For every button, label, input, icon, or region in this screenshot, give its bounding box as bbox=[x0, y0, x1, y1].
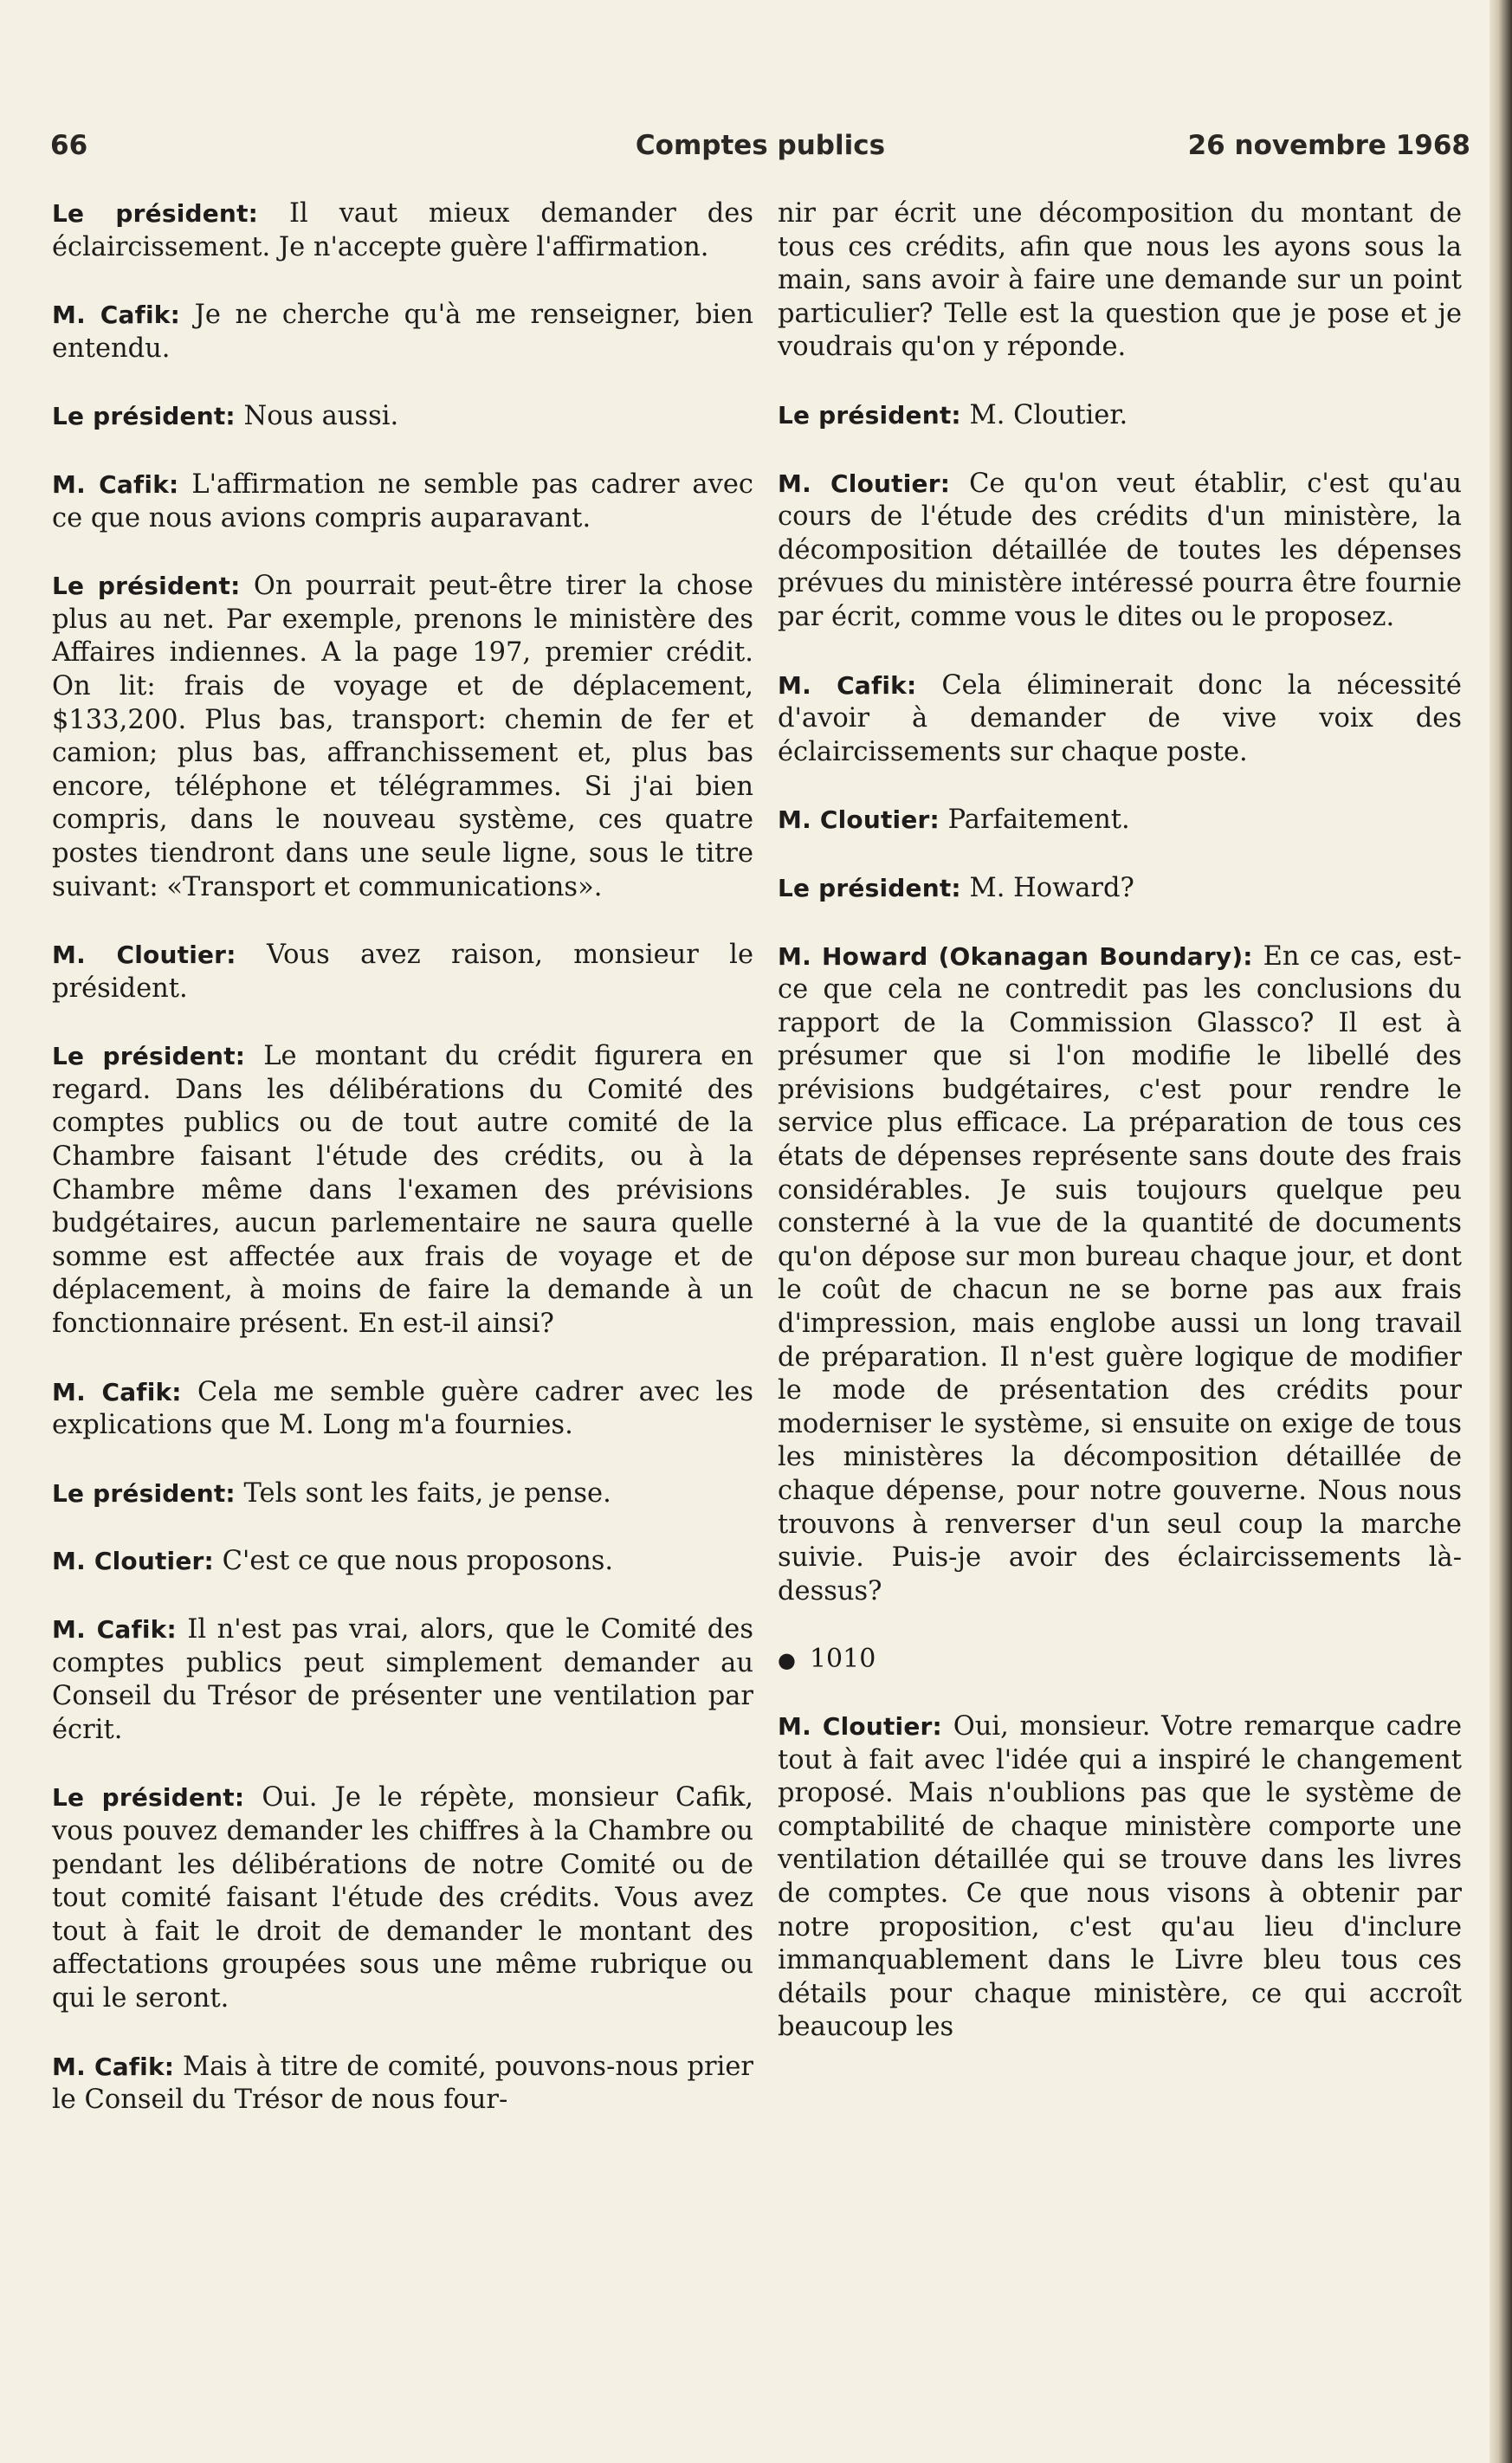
speech-text: Il n'est pas vrai, alors, que le Comité des comptes publics peut simplement demander au Conseil du Trésor de présenter une ventilation par écrit. bbox=[52, 1614, 753, 1745]
speaker-name: Le président: bbox=[778, 400, 961, 430]
page-date: 26 novembre 1968 bbox=[1187, 130, 1470, 161]
speech-text: On pourrait peut-être tirer la chose plus au net. Par exemple, prenons le ministère des Affaires indiennes. A la page 197, premier crédit. On lit: frais de voyage et de déplacement, $133,200. Plus bas, transport: chemin de fer et camion; plus bas, affranchissement et, plus bas encore, téléphone et télégrammes. Si j'ai bien compris, dans le nouveau système, ces quatre postes tiendront dans une seule ligne, sous le titre suivant: «Transport et communications». bbox=[52, 571, 753, 902]
speech-text: M. Howard? bbox=[969, 872, 1134, 903]
speaker-name: M. Cafik: bbox=[778, 670, 917, 700]
speech-text: Tels sont les faits, je pense. bbox=[243, 1477, 611, 1509]
paragraph bbox=[52, 197, 753, 264]
speech-text: M. Cloutier. bbox=[969, 399, 1128, 430]
paragraph bbox=[778, 872, 1462, 906]
speech-text: C'est ce que nous proposons. bbox=[222, 1546, 614, 1577]
paragraph bbox=[52, 469, 753, 535]
bullet-icon: ● bbox=[778, 1648, 796, 1673]
paragraph bbox=[778, 941, 1462, 1609]
speech-text: Vous avez raison, monsieur le président. bbox=[52, 940, 753, 1004]
speaker-name: Le président: bbox=[52, 402, 236, 431]
paragraph bbox=[778, 1710, 1462, 2045]
speaker-name: M. Cafik: bbox=[52, 1377, 182, 1406]
speech-text: Mais à titre de comité, pouvons-nous prier le Conseil du Trésor de nous four- bbox=[52, 2051, 753, 2116]
speech-text: Il vaut mieux demander des éclaircissement. Je n'accepte guère l'affirmation. bbox=[52, 198, 754, 262]
paragraph bbox=[52, 1781, 753, 2015]
speaker-name: M. Howard (Okanagan Boundary): bbox=[778, 941, 1253, 971]
speech-text: Ce qu'on veut établir, c'est qu'au cours de l'étude des crédits d'un ministère, la décomposition détaillée de toutes les dépenses prévues du ministère intéressé pourra être fournie par écrit, comme vous le dites ou le proposez. bbox=[778, 468, 1462, 632]
speech-text: nir par écrit une décomposition du montant de tous ces crédits, afin que nous les ayons sous la main, sans avoir à faire une demande sur un point particulier? Telle est la question que je pose et je voudrais qu'on y réponde. bbox=[778, 198, 1462, 363]
page-edge-shadow bbox=[1489, 0, 1512, 2463]
left-column bbox=[52, 197, 753, 2152]
page-header bbox=[50, 130, 1470, 173]
paragraph bbox=[52, 1477, 753, 1511]
speaker-name: M. Cloutier: bbox=[52, 941, 236, 970]
running-title: Comptes publics bbox=[635, 130, 886, 161]
speaker-name: M. Cafik: bbox=[52, 1615, 177, 1644]
paragraph bbox=[52, 2051, 753, 2117]
speaker-name: M. Cloutier: bbox=[778, 805, 940, 835]
time-marker-label: 1010 bbox=[809, 1644, 876, 1675]
paragraph bbox=[52, 299, 753, 365]
paragraph bbox=[778, 399, 1462, 433]
speaker-name: M. Cafik: bbox=[52, 2052, 175, 2081]
speech-text: L'affirmation ne semble pas cadrer avec ce que nous avions compris auparavant. bbox=[52, 469, 753, 533]
speech-text: Cela éliminerait donc la nécessité d'avoir à demander de vive voix des éclaircissements sur chaque poste. bbox=[778, 669, 1462, 767]
speaker-name: Le président: bbox=[52, 199, 259, 228]
speaker-name: Le président: bbox=[52, 1042, 246, 1071]
paragraph bbox=[52, 400, 753, 434]
speech-text: Nous aussi. bbox=[243, 401, 399, 432]
paragraph bbox=[778, 669, 1462, 770]
speaker-name: M. Cafik: bbox=[52, 301, 181, 330]
paragraph bbox=[778, 804, 1462, 837]
paragraph bbox=[778, 468, 1462, 635]
speaker-name: Le président: bbox=[52, 1478, 236, 1508]
speaker-name: M. Cloutier: bbox=[778, 469, 951, 498]
paragraph bbox=[52, 570, 753, 904]
paragraph bbox=[778, 197, 1462, 365]
speech-text: Le montant du crédit figurera en regard. Dans les délibérations du Comité des comptes publics ou de tout autre comité de la Chambre faisant l'étude des crédits, ou à la Chambre même dans l'examen des prévisions budgétaires, aucun parlementaire ne saura quelle somme est affectée aux frais de voyage et de déplacement, à moins de faire la demande à un fonctionnaire présent. En est-il ainsi? bbox=[52, 1041, 754, 1340]
paragraph bbox=[52, 1376, 753, 1443]
speaker-name: Le président: bbox=[52, 572, 241, 601]
paragraph bbox=[52, 1545, 753, 1579]
right-column bbox=[778, 197, 1462, 2079]
speaker-name: Le président: bbox=[52, 1783, 245, 1813]
speech-text: Oui, monsieur. Votre remarque cadre tout à fait avec l'idée qui a inspiré le changement proposé. Mais n'oublions pas que le système de comptabilité de chaque ministère comporte une ventilation détaillée qui se trouve dans les livres de comptes. Ce que nous visons à obtenir par notre proposition, c'est qu'au lieu d'inclure immanquablement dans le Livre bleu tous ces détails pour chaque ministère, ce qui accroît beaucoup les bbox=[778, 1710, 1462, 2043]
paragraph bbox=[52, 1613, 753, 1747]
page-number: 66 bbox=[50, 130, 88, 161]
speaker-name: M. Cloutier: bbox=[778, 1711, 942, 1741]
speech-text: Je ne cherche qu'à me renseigner, bien entendu. bbox=[52, 300, 753, 364]
speech-text: En ce cas, est-ce que cela ne contredit pas les conclusions du rapport de la Commission Glassco? Il est à présumer que si l'on modifie le libellé des prévisions budgétaires, c'est pour rendre le service plus efficace. La préparation de tous ces états de dépenses représente sans doute des frais considérables. Je suis toujours quelque peu consterné à la vue de la quantité de documents qu'on dépose sur mon bureau chaque jour, et dont le coût de chacun ne se borne pas aux frais d'impression, mais englobe aussi un long travail de préparation. Il n'est guère logique de modifier le mode de présentation des crédits pour moderniser le système, si ensuite on exige de tous les ministères la décomposition détaillée de chaque dépense, pour notre gouverne. Nous nous trouvons à renverser d'un seul coup la marche suivie. Puis-je avoir des éclaircissements là-dessus? bbox=[778, 941, 1462, 1606]
speaker-name: M. Cloutier: bbox=[52, 1547, 214, 1576]
speech-text: Cela me semble guère cadrer avec les explications que M. Long m'a fournies. bbox=[52, 1376, 753, 1441]
time-marker bbox=[778, 1643, 1462, 1678]
paragraph bbox=[52, 1040, 753, 1341]
paragraph bbox=[52, 939, 753, 1005]
speaker-name: Le président: bbox=[778, 873, 961, 902]
speech-text: Parfaitement. bbox=[947, 805, 1130, 836]
speaker-name: M. Cafik: bbox=[52, 469, 179, 499]
speech-text: Oui. Je le répète, monsieur Cafik, vous pouvez demander les chiffres à la Chambre ou pendant les délibérations de notre Comité ou de tout comité faisant l'étude des crédits. Vous avez tout à fait le droit de demander le montant des affectations groupées sous une même rubrique ou qui le seront. bbox=[52, 1782, 753, 2014]
